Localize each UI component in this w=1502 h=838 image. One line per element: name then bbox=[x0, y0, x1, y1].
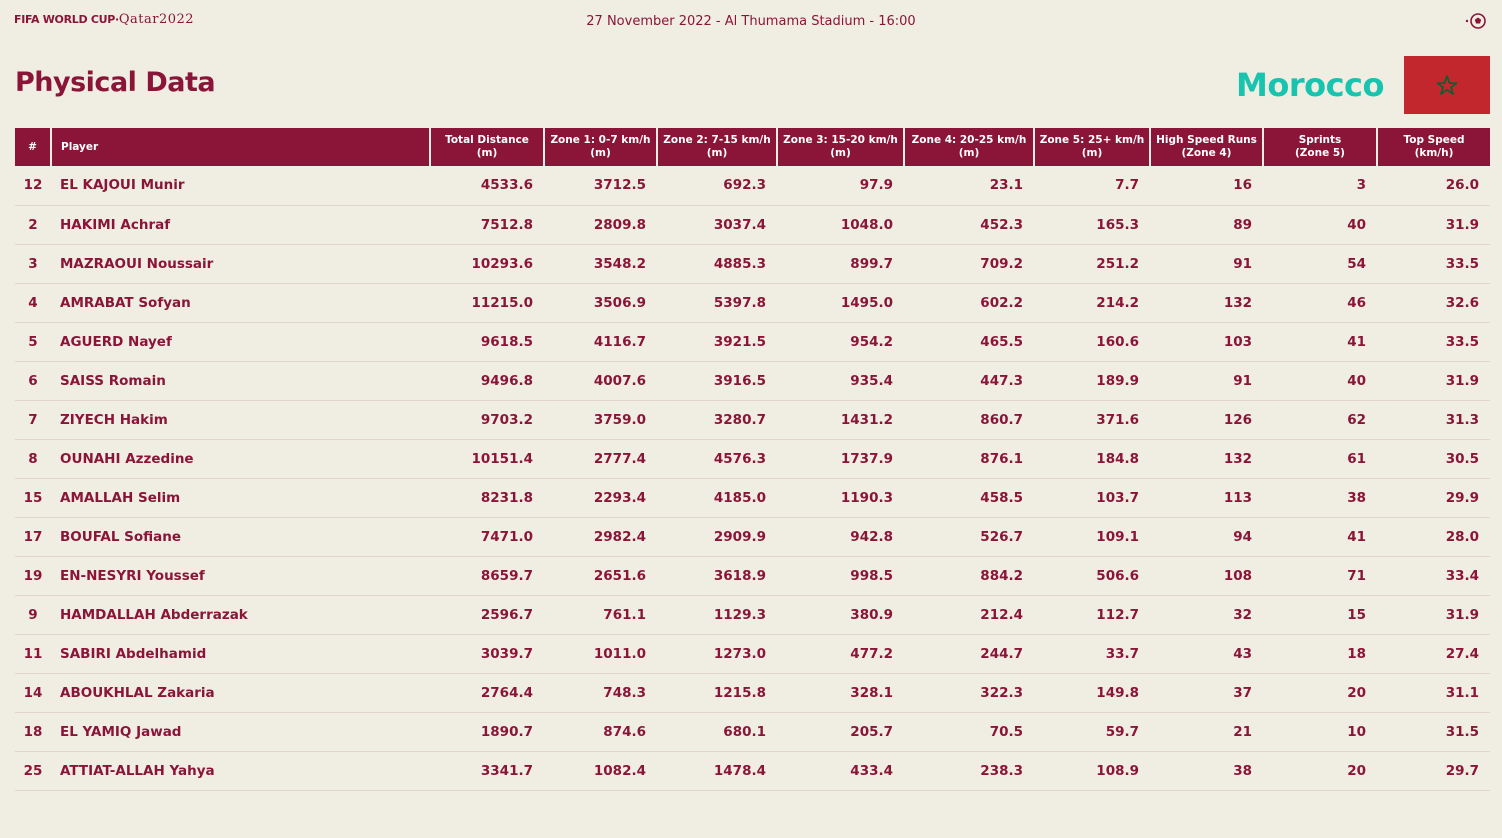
column-header-sprints bbox=[1263, 128, 1377, 166]
column-header-player bbox=[51, 128, 430, 166]
cell-sprints: 62 bbox=[1263, 400, 1377, 439]
cell-player: ATTIAT-ALLAH Yahya bbox=[51, 751, 430, 790]
cell-sprints: 54 bbox=[1263, 244, 1377, 283]
cell-top-speed: 28.0 bbox=[1377, 517, 1490, 556]
cell-player: EL YAMIQ Jawad bbox=[51, 712, 430, 751]
cell-high-speed-runs: 38 bbox=[1150, 751, 1263, 790]
cell-sprints: 41 bbox=[1263, 322, 1377, 361]
cell-high-speed-runs: 16 bbox=[1150, 166, 1263, 205]
cell-zone-5: 109.1 bbox=[1034, 517, 1150, 556]
cell-zone-3: 1431.2 bbox=[777, 400, 904, 439]
table-row bbox=[15, 478, 1490, 517]
cell-player: SABIRI Abdelhamid bbox=[51, 634, 430, 673]
cell-number: 18 bbox=[15, 712, 51, 751]
cell-high-speed-runs: 108 bbox=[1150, 556, 1263, 595]
column-header-line: (m) bbox=[958, 147, 980, 159]
cell-sprints: 40 bbox=[1263, 361, 1377, 400]
cell-zone-1: 2651.6 bbox=[544, 556, 657, 595]
column-header-high-speed-runs bbox=[1150, 128, 1263, 166]
cell-total-distance: 9496.8 bbox=[430, 361, 544, 400]
cell-total-distance: 2764.4 bbox=[430, 673, 544, 712]
cell-zone-1: 1011.0 bbox=[544, 634, 657, 673]
cell-sprints: 41 bbox=[1263, 517, 1377, 556]
cell-zone-1: 874.6 bbox=[544, 712, 657, 751]
cell-zone-4: 602.2 bbox=[904, 283, 1034, 322]
cell-high-speed-runs: 126 bbox=[1150, 400, 1263, 439]
cell-zone-2: 3037.4 bbox=[657, 205, 777, 244]
cell-top-speed: 26.0 bbox=[1377, 166, 1490, 205]
cell-zone-5: 7.7 bbox=[1034, 166, 1150, 205]
table-row bbox=[15, 205, 1490, 244]
cell-player: AGUERD Nayef bbox=[51, 322, 430, 361]
table-row bbox=[15, 517, 1490, 556]
table-row bbox=[15, 712, 1490, 751]
cell-top-speed: 33.5 bbox=[1377, 322, 1490, 361]
cell-zone-2: 2909.9 bbox=[657, 517, 777, 556]
cell-high-speed-runs: 91 bbox=[1150, 244, 1263, 283]
morocco-flag-icon bbox=[1404, 56, 1490, 114]
cell-total-distance: 11215.0 bbox=[430, 283, 544, 322]
cell-player: OUNAHI Azzedine bbox=[51, 439, 430, 478]
cell-sprints: 40 bbox=[1263, 205, 1377, 244]
cell-number: 4 bbox=[15, 283, 51, 322]
cell-zone-2: 1478.4 bbox=[657, 751, 777, 790]
cell-sprints: 46 bbox=[1263, 283, 1377, 322]
cell-zone-2: 3280.7 bbox=[657, 400, 777, 439]
cell-zone-4: 23.1 bbox=[904, 166, 1034, 205]
cell-top-speed: 31.9 bbox=[1377, 595, 1490, 634]
column-header-line: (km/h) bbox=[1414, 147, 1454, 159]
cell-zone-1: 3548.2 bbox=[544, 244, 657, 283]
cell-zone-4: 526.7 bbox=[904, 517, 1034, 556]
cell-zone-1: 2777.4 bbox=[544, 439, 657, 478]
cell-top-speed: 27.4 bbox=[1377, 634, 1490, 673]
cell-high-speed-runs: 32 bbox=[1150, 595, 1263, 634]
cell-top-speed: 29.7 bbox=[1377, 751, 1490, 790]
cell-zone-3: 942.8 bbox=[777, 517, 904, 556]
cell-zone-5: 112.7 bbox=[1034, 595, 1150, 634]
cell-sprints: 61 bbox=[1263, 439, 1377, 478]
cell-total-distance: 1890.7 bbox=[430, 712, 544, 751]
cell-zone-3: 954.2 bbox=[777, 322, 904, 361]
cell-high-speed-runs: 89 bbox=[1150, 205, 1263, 244]
cell-total-distance: 8231.8 bbox=[430, 478, 544, 517]
cell-number: 5 bbox=[15, 322, 51, 361]
cell-zone-4: 447.3 bbox=[904, 361, 1034, 400]
cell-total-distance: 8659.7 bbox=[430, 556, 544, 595]
cell-number: 3 bbox=[15, 244, 51, 283]
table-header-row bbox=[15, 128, 1490, 166]
column-header-line: (Zone 4) bbox=[1181, 147, 1232, 159]
column-header-zone-3 bbox=[777, 128, 904, 166]
table-row bbox=[15, 361, 1490, 400]
table-row bbox=[15, 673, 1490, 712]
cell-zone-2: 1215.8 bbox=[657, 673, 777, 712]
cell-total-distance: 7512.8 bbox=[430, 205, 544, 244]
cell-player: HAMDALLAH Abderrazak bbox=[51, 595, 430, 634]
cell-zone-3: 328.1 bbox=[777, 673, 904, 712]
cell-player: SAISS Romain bbox=[51, 361, 430, 400]
cell-number: 12 bbox=[15, 166, 51, 205]
cell-zone-4: 709.2 bbox=[904, 244, 1034, 283]
cell-sprints: 18 bbox=[1263, 634, 1377, 673]
table-row bbox=[15, 595, 1490, 634]
cell-player: ABOUKHLAL Zakaria bbox=[51, 673, 430, 712]
column-header-line: Zone 5: 25+ km/h bbox=[1039, 134, 1145, 146]
column-header-line: # bbox=[28, 140, 37, 153]
cell-high-speed-runs: 132 bbox=[1150, 439, 1263, 478]
cell-zone-2: 3916.5 bbox=[657, 361, 777, 400]
column-header-line: (Zone 5) bbox=[1295, 147, 1345, 159]
cell-zone-4: 238.3 bbox=[904, 751, 1034, 790]
column-header-zone-5 bbox=[1034, 128, 1150, 166]
cell-top-speed: 32.6 bbox=[1377, 283, 1490, 322]
cell-sprints: 15 bbox=[1263, 595, 1377, 634]
cell-number: 11 bbox=[15, 634, 51, 673]
cell-zone-4: 876.1 bbox=[904, 439, 1034, 478]
column-header-line: (m) bbox=[476, 147, 498, 159]
cell-number: 7 bbox=[15, 400, 51, 439]
cell-high-speed-runs: 132 bbox=[1150, 283, 1263, 322]
cell-zone-1: 4007.6 bbox=[544, 361, 657, 400]
cell-zone-5: 506.6 bbox=[1034, 556, 1150, 595]
cell-zone-5: 165.3 bbox=[1034, 205, 1150, 244]
cell-zone-3: 1190.3 bbox=[777, 478, 904, 517]
cell-player: EN-NESYRI Youssef bbox=[51, 556, 430, 595]
cell-zone-2: 4576.3 bbox=[657, 439, 777, 478]
cell-zone-1: 2293.4 bbox=[544, 478, 657, 517]
table-row bbox=[15, 751, 1490, 790]
cell-zone-1: 748.3 bbox=[544, 673, 657, 712]
cell-number: 14 bbox=[15, 673, 51, 712]
cell-zone-2: 692.3 bbox=[657, 166, 777, 205]
brand-host-text: Qatar2022 bbox=[118, 12, 195, 27]
cell-zone-3: 899.7 bbox=[777, 244, 904, 283]
cell-total-distance: 10151.4 bbox=[430, 439, 544, 478]
cell-sprints: 3 bbox=[1263, 166, 1377, 205]
cell-zone-3: 477.2 bbox=[777, 634, 904, 673]
cell-number: 15 bbox=[15, 478, 51, 517]
cell-zone-3: 935.4 bbox=[777, 361, 904, 400]
table-row bbox=[15, 400, 1490, 439]
cell-zone-4: 452.3 bbox=[904, 205, 1034, 244]
cell-zone-3: 97.9 bbox=[777, 166, 904, 205]
team-name: Morocco bbox=[1235, 66, 1384, 104]
column-header-line: Player bbox=[61, 140, 99, 153]
cell-zone-1: 761.1 bbox=[544, 595, 657, 634]
cell-zone-1: 3712.5 bbox=[544, 166, 657, 205]
cell-zone-3: 1495.0 bbox=[777, 283, 904, 322]
cell-zone-3: 380.9 bbox=[777, 595, 904, 634]
cell-top-speed: 31.3 bbox=[1377, 400, 1490, 439]
table-body bbox=[15, 166, 1490, 790]
cell-total-distance: 2596.7 bbox=[430, 595, 544, 634]
top-bar bbox=[0, 0, 1502, 44]
cell-zone-2: 4885.3 bbox=[657, 244, 777, 283]
cell-zone-5: 184.8 bbox=[1034, 439, 1150, 478]
football-icon bbox=[1464, 12, 1488, 30]
cell-sprints: 10 bbox=[1263, 712, 1377, 751]
cell-player: AMALLAH Selim bbox=[51, 478, 430, 517]
table-row bbox=[15, 283, 1490, 322]
cell-zone-1: 3506.9 bbox=[544, 283, 657, 322]
cell-zone-3: 205.7 bbox=[777, 712, 904, 751]
cell-top-speed: 29.9 bbox=[1377, 478, 1490, 517]
cell-sprints: 71 bbox=[1263, 556, 1377, 595]
column-header-line: Total Distance bbox=[445, 134, 529, 146]
cell-number: 17 bbox=[15, 517, 51, 556]
cell-number: 8 bbox=[15, 439, 51, 478]
column-header-line: (m) bbox=[590, 147, 611, 159]
table-row bbox=[15, 244, 1490, 283]
cell-number: 6 bbox=[15, 361, 51, 400]
cell-zone-5: 149.8 bbox=[1034, 673, 1150, 712]
cell-high-speed-runs: 43 bbox=[1150, 634, 1263, 673]
column-header-line: Zone 3: 15-20 km/h bbox=[783, 134, 898, 146]
cell-high-speed-runs: 94 bbox=[1150, 517, 1263, 556]
column-header-line: (m) bbox=[706, 147, 728, 159]
column-header-line: Zone 4: 20-25 km/h bbox=[911, 134, 1027, 146]
cell-zone-2: 3618.9 bbox=[657, 556, 777, 595]
cell-top-speed: 31.1 bbox=[1377, 673, 1490, 712]
cell-zone-2: 4185.0 bbox=[657, 478, 777, 517]
cell-total-distance: 10293.6 bbox=[430, 244, 544, 283]
column-header-line: High Speed Runs bbox=[1156, 134, 1257, 146]
cell-player: AMRABAT Sofyan bbox=[51, 283, 430, 322]
column-header-zone-4 bbox=[904, 128, 1034, 166]
cell-zone-1: 1082.4 bbox=[544, 751, 657, 790]
cell-zone-5: 214.2 bbox=[1034, 283, 1150, 322]
cell-high-speed-runs: 21 bbox=[1150, 712, 1263, 751]
cell-number: 2 bbox=[15, 205, 51, 244]
column-header-zone-2 bbox=[657, 128, 777, 166]
cell-zone-5: 59.7 bbox=[1034, 712, 1150, 751]
cell-zone-3: 998.5 bbox=[777, 556, 904, 595]
cell-number: 25 bbox=[15, 751, 51, 790]
cell-zone-5: 189.9 bbox=[1034, 361, 1150, 400]
cell-high-speed-runs: 113 bbox=[1150, 478, 1263, 517]
cell-high-speed-runs: 103 bbox=[1150, 322, 1263, 361]
cell-top-speed: 31.9 bbox=[1377, 205, 1490, 244]
table-row bbox=[15, 439, 1490, 478]
cell-total-distance: 3341.7 bbox=[430, 751, 544, 790]
table-row bbox=[15, 634, 1490, 673]
brand-main-text: FIFA WORLD CUP bbox=[14, 13, 115, 26]
cell-number: 19 bbox=[15, 556, 51, 595]
cell-number: 9 bbox=[15, 595, 51, 634]
cell-zone-2: 1129.3 bbox=[657, 595, 777, 634]
cell-zone-2: 1273.0 bbox=[657, 634, 777, 673]
cell-player: MAZRAOUI Noussair bbox=[51, 244, 430, 283]
cell-zone-4: 860.7 bbox=[904, 400, 1034, 439]
cell-zone-1: 2809.8 bbox=[544, 205, 657, 244]
column-header-top-speed bbox=[1377, 128, 1490, 166]
column-header-number bbox=[15, 128, 51, 166]
cell-zone-3: 433.4 bbox=[777, 751, 904, 790]
cell-zone-4: 884.2 bbox=[904, 556, 1034, 595]
cell-zone-3: 1048.0 bbox=[777, 205, 904, 244]
cell-zone-2: 5397.8 bbox=[657, 283, 777, 322]
cell-zone-4: 458.5 bbox=[904, 478, 1034, 517]
column-header-total-distance bbox=[430, 128, 544, 166]
cell-top-speed: 30.5 bbox=[1377, 439, 1490, 478]
table-row bbox=[15, 166, 1490, 205]
cell-total-distance: 4533.6 bbox=[430, 166, 544, 205]
table-row bbox=[15, 322, 1490, 361]
cell-top-speed: 33.5 bbox=[1377, 244, 1490, 283]
cell-zone-4: 244.7 bbox=[904, 634, 1034, 673]
cell-zone-4: 322.3 bbox=[904, 673, 1034, 712]
column-header-zone-1 bbox=[544, 128, 657, 166]
column-header-line: Zone 1: 0-7 km/h bbox=[550, 134, 651, 146]
cell-top-speed: 31.5 bbox=[1377, 712, 1490, 751]
physical-data-table bbox=[15, 128, 1490, 791]
cell-high-speed-runs: 37 bbox=[1150, 673, 1263, 712]
cell-player: EL KAJOUI Munir bbox=[51, 166, 430, 205]
cell-zone-4: 465.5 bbox=[904, 322, 1034, 361]
cell-zone-5: 371.6 bbox=[1034, 400, 1150, 439]
match-info: 27 November 2022 - Al Thumama Stadium - 16:00 bbox=[586, 14, 916, 29]
column-header-line: Top Speed bbox=[1403, 134, 1465, 146]
cell-zone-2: 3921.5 bbox=[657, 322, 777, 361]
cell-sprints: 20 bbox=[1263, 751, 1377, 790]
cell-zone-4: 212.4 bbox=[904, 595, 1034, 634]
cell-zone-3: 1737.9 bbox=[777, 439, 904, 478]
cell-total-distance: 7471.0 bbox=[430, 517, 544, 556]
column-header-line: Zone 2: 7-15 km/h bbox=[663, 134, 771, 146]
cell-zone-1: 3759.0 bbox=[544, 400, 657, 439]
cell-sprints: 38 bbox=[1263, 478, 1377, 517]
cell-zone-5: 108.9 bbox=[1034, 751, 1150, 790]
cell-zone-5: 33.7 bbox=[1034, 634, 1150, 673]
cell-total-distance: 9703.2 bbox=[430, 400, 544, 439]
column-header-line: (m) bbox=[1081, 147, 1103, 159]
cell-total-distance: 9618.5 bbox=[430, 322, 544, 361]
cell-player: HAKIMI Achraf bbox=[51, 205, 430, 244]
cell-zone-1: 4116.7 bbox=[544, 322, 657, 361]
page-title: Physical Data bbox=[15, 67, 216, 98]
cell-player: ZIYECH Hakim bbox=[51, 400, 430, 439]
column-header-line: Sprints bbox=[1298, 134, 1342, 146]
cell-zone-5: 251.2 bbox=[1034, 244, 1150, 283]
cell-high-speed-runs: 91 bbox=[1150, 361, 1263, 400]
table-row bbox=[15, 556, 1490, 595]
cell-zone-1: 2982.4 bbox=[544, 517, 657, 556]
cell-zone-4: 70.5 bbox=[904, 712, 1034, 751]
cell-total-distance: 3039.7 bbox=[430, 634, 544, 673]
cell-zone-2: 680.1 bbox=[657, 712, 777, 751]
column-header-line: (m) bbox=[830, 147, 851, 159]
cell-zone-5: 160.6 bbox=[1034, 322, 1150, 361]
cell-zone-5: 103.7 bbox=[1034, 478, 1150, 517]
cell-player: BOUFAL Sofiane bbox=[51, 517, 430, 556]
brand-separator: · bbox=[115, 13, 119, 26]
cell-sprints: 20 bbox=[1263, 673, 1377, 712]
cell-top-speed: 33.4 bbox=[1377, 556, 1490, 595]
cell-top-speed: 31.9 bbox=[1377, 361, 1490, 400]
